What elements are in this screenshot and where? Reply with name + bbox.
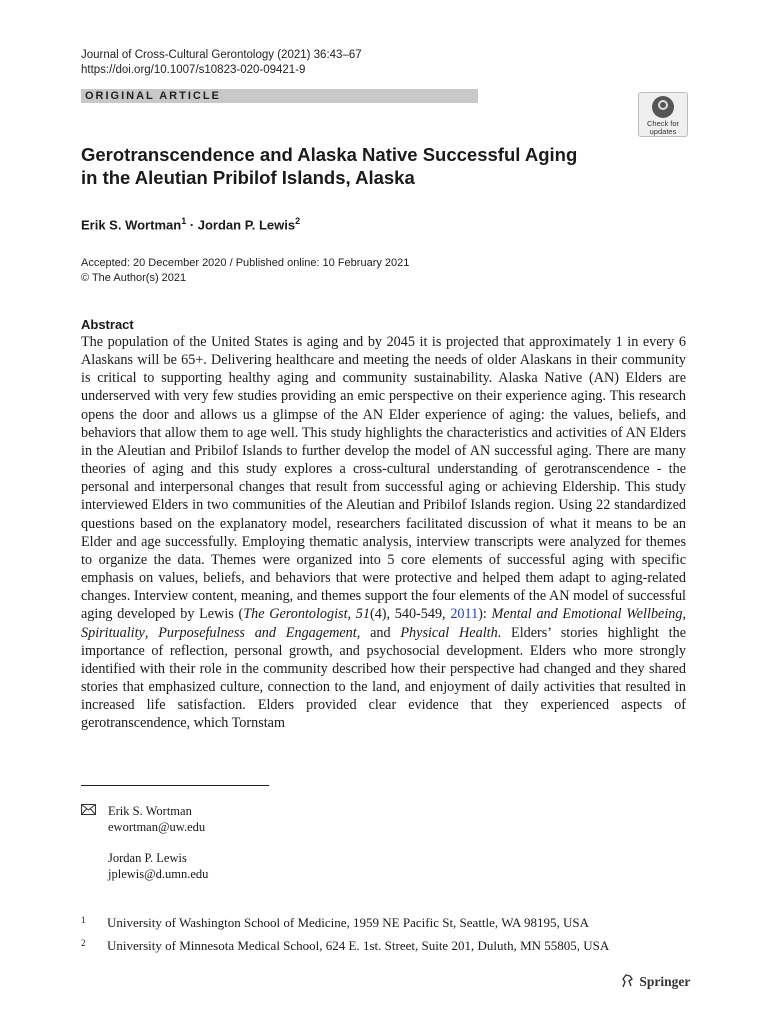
- journal-line: Journal of Cross-Cultural Gerontology (2021) 36:43–67: [81, 49, 362, 61]
- title-line-1: Gerotranscendence and Alaska Native Successful Aging: [81, 144, 578, 165]
- contact-item: [108, 803, 205, 835]
- article-type-bar: [81, 89, 478, 103]
- model-element: Purposefulness and Engagement: [158, 624, 357, 641]
- publication-meta: [81, 256, 409, 285]
- contact-email[interactable]: ewortman@uw.edu: [108, 820, 206, 834]
- publisher-logo: [620, 973, 690, 990]
- model-element: Mental and Emotional Wellbeing: [491, 606, 683, 623]
- model-element: Spirituality: [81, 624, 145, 641]
- check-for-updates-icon: [652, 96, 674, 118]
- affiliation-text: University of Washington School of Medicine, 1959 NE Pacific St, Seattle, WA 98195, USA: [107, 915, 589, 930]
- contact-item: [108, 850, 208, 882]
- springer-horse-icon: [620, 973, 636, 989]
- title-line-2: in the Aleutian Pribilof Islands, Alaska: [81, 167, 415, 188]
- author-separator: ·: [186, 217, 198, 233]
- affiliation-ref[interactable]: 1: [181, 216, 187, 226]
- contact-email[interactable]: jplewis@d.umn.edu: [108, 867, 209, 881]
- journal-citation: [81, 48, 362, 78]
- doi-link[interactable]: https://doi.org/10.1007/s10823-020-09421-9: [81, 64, 306, 76]
- contact-name: Erik S. Wortman: [108, 804, 192, 818]
- article-type-label: ORIGINAL ARTICLE: [85, 90, 221, 102]
- abstract-heading: Abstract: [81, 317, 134, 332]
- article-title: [81, 143, 641, 189]
- affiliation-text: University of Minnesota Medical School, 624 E. 1st. Street, Suite 201, Duluth, MN 55805, USA: [107, 938, 610, 953]
- publisher-name: Springer: [639, 974, 691, 989]
- check-for-updates-badge[interactable]: [638, 92, 688, 137]
- author-name[interactable]: Jordan P. Lewis: [197, 217, 296, 233]
- author-list: [81, 212, 300, 234]
- affiliation-number: 2: [81, 938, 86, 948]
- publication-dates: Accepted: 20 December 2020 / Published online: 10 February 2021: [81, 257, 410, 269]
- abstract-body: The population of the United States is aging and by 2045 it is projected that approximately 1 in every 6 Alaskans will be 65+. Delivering healthcare and meeting the needs of older Alaskans in their community is critical to supporting healthy aging and community sustainability. Alaska Native (AN) Elders are underserved with very few studies providing an emic perspective on their experience aging. This research opens the door and allows us a glimpse of the AN Elder experience of aging: the values, beliefs, and behaviors that allow them to age well. This study highlights the characteristics and activities of AN Elders in the Aleutian and Pribilof Islands to further develop the model of AN successful aging. There are many theories of aging and this study explores a cross-cultural understanding of gerotranscendence - the personal and interpersonal changes that result from successful aging or achieving Eldership. This study interviewed Elders in two communities of the Aleutian and Pribilof Islands region. Using 22 standardized questions based on the explanatory model, researchers facilitated discussion of what it means to be an Elder and age successfully. Employing thematic analysis, interview transcripts were analyzed for themes to organize the data. Themes were organized into 5 core elements of successful aging with specific emphasis on values, beliefs, and behaviors that were protective and helped them adapt to aging-related changes. Interview content, meaning, and themes support the four elements of the AN model of successful aging developed by Lewis (The Gerontologist, 51(4), 540-549, 2011): Mental and Emotional Wellbeing, Spirituality, Purposefulness and Engagement, and Physical Health. Elders’ stories highlight the importance of reflection, personal growth, and psychosocial development. Elders who more strongly identified with their role in the community described how their perspective had changed and they shared stories that emphasized culture, connection to the land, and enjoyment of daily activities that resulted in increased life satisfaction. Elders provided clear evidence that they experienced aspects of gerotranscendence, which Tornstam: [81, 334, 687, 732]
- envelope-icon: [81, 804, 96, 815]
- affiliation-ref[interactable]: 2: [295, 216, 301, 226]
- author-name[interactable]: Erik S. Wortman: [81, 217, 182, 233]
- model-element: Physical Health: [400, 624, 498, 641]
- affiliation-number: 1: [81, 915, 86, 925]
- check-updates-label: Check for updates: [646, 119, 680, 136]
- copyright-line: © The Author(s) 2021: [81, 271, 187, 284]
- contact-name: Jordan P. Lewis: [108, 851, 187, 865]
- reference-journal: The Gerontologist, 51: [243, 606, 370, 623]
- reference-year-link[interactable]: 2011: [450, 606, 479, 623]
- footnote-divider: [81, 785, 269, 786]
